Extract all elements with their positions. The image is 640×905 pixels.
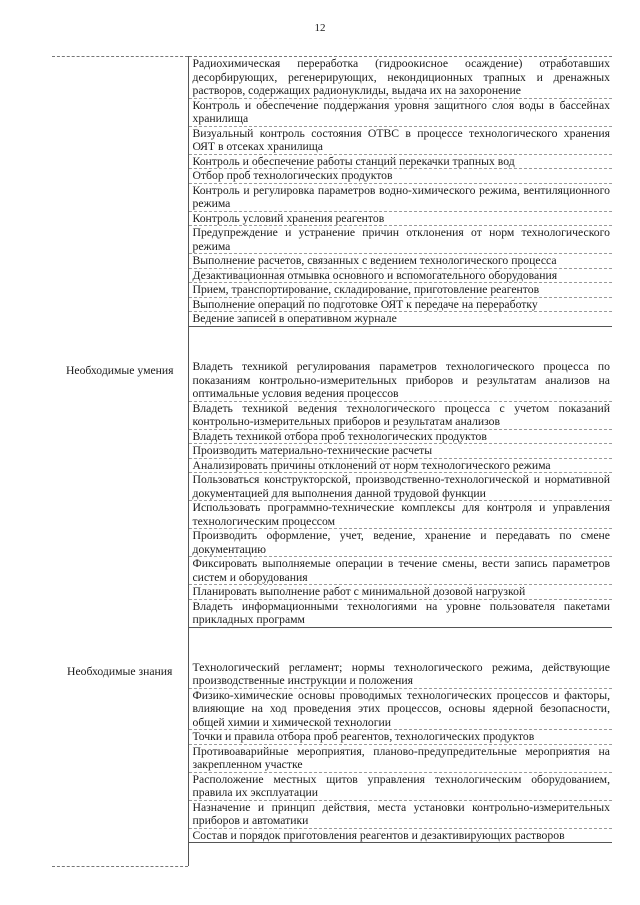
table-row: Состав и порядок приготовления реагентов и дезактивирующих растворов [189,829,613,844]
table-row: Контроль и обеспечение работы станций перекачки трапных вод [189,155,613,170]
table-row: Владеть техникой отбора проб технологических продуктов [189,430,613,445]
table-row: Контроль и регулировка параметров водно-химического режима, вентиляционного режима [189,184,613,212]
table-row: Назначение и принцип действия, места установки контрольно-измерительных приборов и автоматики [189,801,613,829]
section-label: Необходимые умения [52,360,188,661]
table-row: Дезактивационная отмывка основного и вспомогательного оборудования [189,269,613,284]
table-row: Контроль условий хранения реагентов [189,212,613,227]
table-row: Визуальный контроль состояния ОТВС в процессе технологического хранения ОЯТ в отсеках хранилища [189,127,613,155]
section-items [188,360,612,661]
section-label: Необходимые знания [52,661,188,866]
table-row: Производить материально-технические расчеты [189,444,613,459]
section-label [52,57,188,361]
table-row: Отбор проб технологических продуктов [189,169,613,184]
table-row: Контроль и обеспечение поддержания уровня защитного слоя воды в бассейнах хранилища [189,99,613,127]
table-row: Владеть информационными технологиями на уровне пользователя пакетами прикладных программ [189,600,613,628]
table-row: Ведение записей в оперативном журнале [189,312,613,327]
table-row: Выполнение операций по подготовке ОЯТ к передаче на переработку [189,298,613,313]
table-row: Использовать программно-технические комплексы для контроля и управления технологическим процессом [189,501,613,529]
page-number: 12 [314,22,326,34]
section-row [52,360,612,661]
section-items [188,57,612,361]
section-row [52,661,612,866]
table-row: Планировать выполнение работ с минимальной дозовой нагрузкой [189,585,613,600]
table-row: Пользоваться конструкторской, производственно-технологической и нормативной документацией для выполнения данной трудовой функции [189,473,613,501]
section-row [52,57,612,361]
table-row: Производить оформление, учет, ведение, хранение и передавать по смене документацию [189,529,613,557]
table-row: Предупреждение и устранение причин отклонения от норм технологического режима [189,226,613,254]
table-row: Радиохимическая переработка (гидроокисное осаждение) отработавших десорбирующих, регенерирующих, некондиционных трапных и дренажных растворов, содержащих радионуклиды, выдача их на захоронение [189,57,613,99]
table-row: Технологический регламент; нормы технологического режима, действующие производственные инструкции и положения [189,661,613,689]
table-row: Физико-химические основы проводимых технологических процессов и факторы, влияющие на ход проведения этих процессов, основы ядерной безопасности, общей химии и химической технологии [189,689,613,731]
table-row: Точки и правила отбора проб реагентов, технологических продуктов [189,730,613,745]
table-bottom-rule [52,866,188,867]
competency-table [52,56,612,866]
table-row: Анализировать причины отклонений от норм технологического режима [189,459,613,474]
table-row: Владеть техникой ведения технологического процесса с учетом показаний контрольно-измерительных приборов и результатам анализов [189,402,613,430]
table-row: Фиксировать выполняемые операции в течение смены, вести запись параметров систем и оборудования [189,557,613,585]
table-row: Противоаварийные мероприятия, планово-предупредительные мероприятия на закрепленном участке [189,745,613,773]
section-items [188,661,612,866]
table-row: Выполнение расчетов, связанных с ведением технологического процесса [189,254,613,269]
table-row: Расположение местных щитов управления технологическим оборудованием, правила их эксплуатации [189,773,613,801]
table-row: Владеть техникой регулирования параметров технологического процесса по показаниям контрольно-измерительных приборов и результатам анализов на оптимальные условия ведения процессов [189,360,613,402]
table-row: Прием, транспортирование, складирование, приготовление реагентов [189,283,613,298]
